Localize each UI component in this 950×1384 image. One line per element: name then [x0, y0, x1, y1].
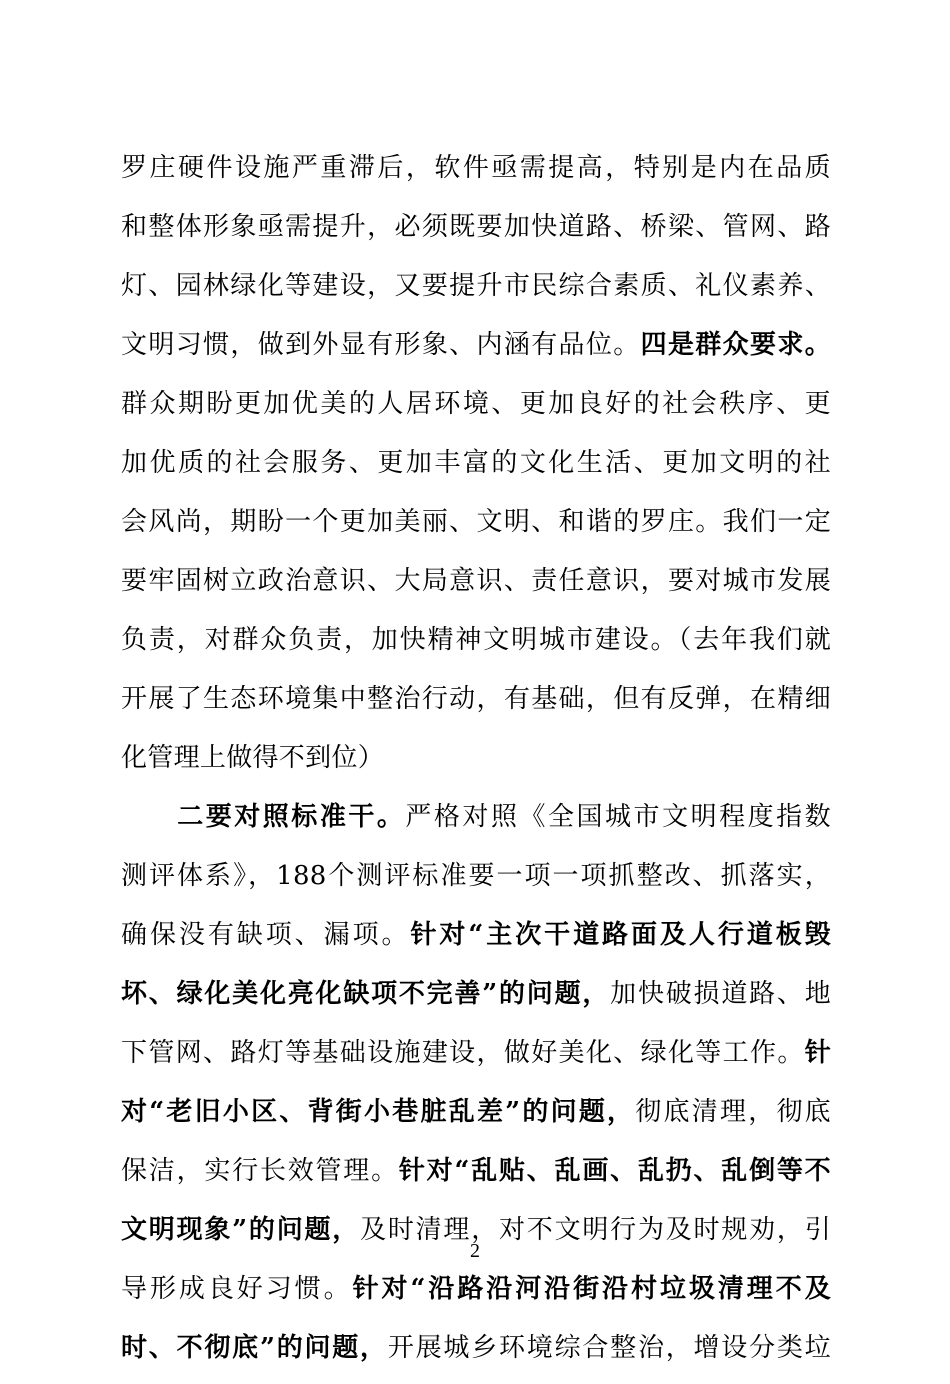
- text-line: [121, 440, 831, 499]
- bold-heading-run: 四是群众要求。: [640, 330, 831, 360]
- text-run: 负责，对群众负责，加快精神文明城市建设。（去年我们就: [121, 625, 831, 655]
- bold-text-run: 坏、绿化美化亮化缺项不完善”的问题，: [121, 979, 611, 1009]
- text-run: 化管理上做得不到位）: [121, 743, 385, 773]
- text-line: [121, 971, 831, 1030]
- text-run: 罗庄硬件设施严重滞后，软件亟需提高，特别是内在品质: [121, 153, 831, 183]
- text-run: 加快破损道路、地: [610, 979, 831, 1009]
- text-line: [121, 617, 831, 676]
- page-number: 2: [470, 1240, 480, 1262]
- text-run: 开展城乡环境综合整治，增设分类垃: [387, 1333, 831, 1363]
- text-run: 会风尚，期盼一个更加美丽、文明、和谐的罗庄。我们一定: [121, 507, 831, 537]
- bold-text-run: 时、不彻底”的问题，: [121, 1333, 388, 1363]
- text-line: [121, 794, 831, 853]
- text-run: 彻底清理，彻底: [635, 1097, 831, 1127]
- bold-text-run: 针对“主次干道路面及人行道板毁: [410, 920, 831, 950]
- text-run: 群众期盼更加优美的人居环境、更加良好的社会秩序、更: [121, 389, 831, 419]
- text-line: [121, 204, 831, 263]
- text-run: 保洁，实行长效管理。: [121, 1156, 399, 1186]
- text-run: 开展了生态环境集中整治行动，有基础，但有反弹，在精细: [121, 684, 831, 714]
- body-text: [121, 145, 831, 1384]
- text-line: [121, 322, 831, 381]
- text-line: [121, 1030, 831, 1089]
- text-run: 文明习惯，做到外显有形象、内涵有品位。: [121, 330, 641, 360]
- text-line: [121, 145, 831, 204]
- text-line: [121, 1266, 831, 1325]
- bold-text-run: 对“老旧小区、背街小巷脏乱差”的问题，: [121, 1097, 636, 1127]
- bold-text-run: 针: [804, 1038, 831, 1068]
- text-run: 及时清理，对不文明行为及时规劝，引: [360, 1215, 831, 1245]
- text-line: [121, 1325, 831, 1384]
- text-line: [121, 735, 831, 794]
- text-run: 严格对照《全国城市文明程度指数: [405, 802, 831, 832]
- text-run: 加优质的社会服务、更加丰富的文化生活、更加文明的社: [121, 448, 831, 478]
- text-line: [121, 853, 831, 912]
- text-run: 要牢固树立政治意识、大局意识、责任意识，要对城市发展: [121, 566, 831, 596]
- text-line: [121, 558, 831, 617]
- text-line: [121, 499, 831, 558]
- text-run: 灯、园林绿化等建设，又要提升市民综合素质、礼仪素养、: [121, 271, 831, 301]
- text-line: [121, 676, 831, 735]
- text-line: [121, 381, 831, 440]
- text-line: [121, 912, 831, 971]
- text-run: 和整体形象亟需提升，必须既要加快道路、桥梁、管网、路: [121, 212, 831, 242]
- bold-text-run: 针对“乱贴、乱画、乱扔、乱倒等不: [398, 1156, 831, 1186]
- text-run: 测评体系》，188个测评标准要一项一项抓整改、抓落实，: [121, 861, 831, 891]
- text-line: [121, 1089, 831, 1148]
- text-run: 确保没有缺项、漏项。: [121, 920, 411, 950]
- bold-heading-run: 二要对照标准干。: [175, 802, 406, 832]
- text-line: [121, 263, 831, 322]
- bold-text-run: 文明现象”的问题，: [121, 1215, 361, 1245]
- bold-text-run: 针对“沿路沿河沿街沿村垃圾清理不及: [352, 1274, 831, 1304]
- text-line: [121, 1148, 831, 1207]
- text-run: 下管网、路灯等基础设施建设，做好美化、绿化等工作。: [121, 1038, 805, 1068]
- text-run: 导形成良好习惯。: [121, 1274, 353, 1304]
